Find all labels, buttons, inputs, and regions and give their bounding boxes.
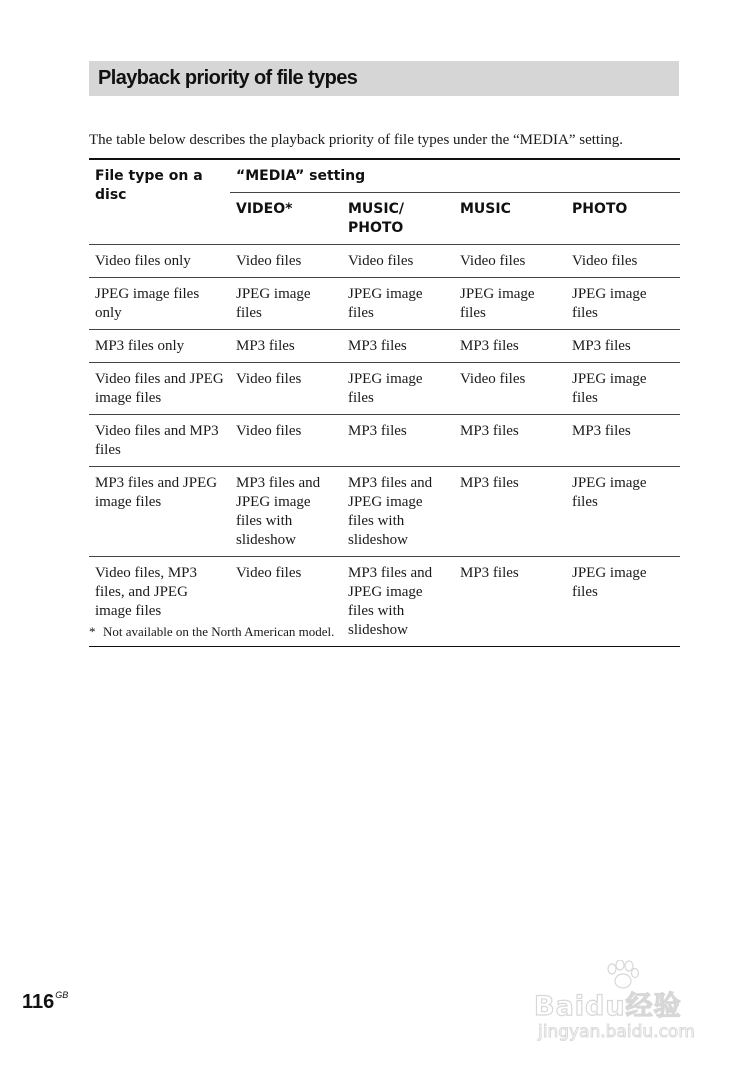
header-media-setting: “MEDIA” setting — [230, 159, 680, 193]
table-cell: JPEG image files — [566, 467, 680, 557]
header-music-photo: MUSIC/ PHOTO — [348, 201, 404, 236]
header-music: MUSIC — [460, 201, 511, 217]
file-type-cell: Video files and MP3 files — [89, 415, 230, 467]
table-cell: MP3 files — [342, 330, 454, 363]
file-type-cell: Video files only — [89, 245, 230, 278]
watermark-url: jingyan.baidu.com — [538, 1022, 695, 1042]
table-cell: Video files — [230, 363, 342, 415]
table-cell: MP3 files — [454, 467, 566, 557]
table-cell: MP3 files — [566, 330, 680, 363]
table-cell: MP3 files — [342, 415, 454, 467]
table-cell: Video files — [230, 557, 342, 647]
table-cell: MP3 files — [454, 330, 566, 363]
table-cell: MP3 files and JPEG image files with slideshow — [342, 467, 454, 557]
table-cell: MP3 files and JPEG image files with slideshow — [230, 467, 342, 557]
table-row — [89, 363, 680, 415]
table-cell: MP3 files — [566, 415, 680, 467]
page-number-value: 116 — [22, 991, 55, 1013]
table-row — [89, 245, 680, 278]
header-file-type: File type on a disc — [89, 159, 230, 245]
table-cell: JPEG image files — [566, 278, 680, 330]
file-type-cell: MP3 files and JPEG image files — [89, 467, 230, 557]
file-type-cell: Video files and JPEG image files — [89, 363, 230, 415]
table-cell: JPEG image files — [566, 363, 680, 415]
footnote-mark: * — [89, 624, 96, 639]
page-number-suffix: GB — [55, 990, 69, 1000]
watermark-brand: Baidu经验 — [534, 991, 682, 1022]
header-video: VIDEO* — [236, 201, 293, 217]
table-cell: Video files — [342, 245, 454, 278]
playback-priority-table — [89, 158, 680, 647]
footnote — [89, 624, 689, 640]
table-header-row — [89, 159, 680, 193]
table-row — [89, 330, 680, 363]
table-cell: JPEG image files — [230, 278, 342, 330]
file-type-cell: Video files, MP3 files, and JPEG image files — [89, 557, 230, 647]
table-cell: JPEG image files — [342, 363, 454, 415]
table-cell: Video files — [454, 363, 566, 415]
footnote-text: Not available on the North American model. — [103, 624, 335, 639]
table-row — [89, 467, 680, 557]
watermark — [534, 960, 714, 1050]
table-cell: MP3 files — [454, 557, 566, 647]
table-cell: JPEG image files — [566, 557, 680, 647]
table-cell: Video files — [454, 245, 566, 278]
table-cell: Video files — [230, 415, 342, 467]
intro-paragraph: The table below describes the playback priority of file types under the “MEDIA” setting. — [89, 132, 623, 148]
page-number — [22, 990, 68, 1014]
table-cell: JPEG image files — [342, 278, 454, 330]
section-title: Playback priority of file types — [98, 67, 358, 89]
table-cell: Video files — [566, 245, 680, 278]
table-cell: JPEG image files — [454, 278, 566, 330]
table-cell: MP3 files and JPEG image files with slideshow — [342, 557, 454, 647]
section-title-bar — [89, 61, 679, 96]
table-row — [89, 278, 680, 330]
header-photo: PHOTO — [572, 201, 628, 217]
table-cell: Video files — [230, 245, 342, 278]
table-cell: MP3 files — [230, 330, 342, 363]
table-row — [89, 415, 680, 467]
file-type-cell: JPEG image files only — [89, 278, 230, 330]
table-cell: MP3 files — [454, 415, 566, 467]
file-type-cell: MP3 files only — [89, 330, 230, 363]
